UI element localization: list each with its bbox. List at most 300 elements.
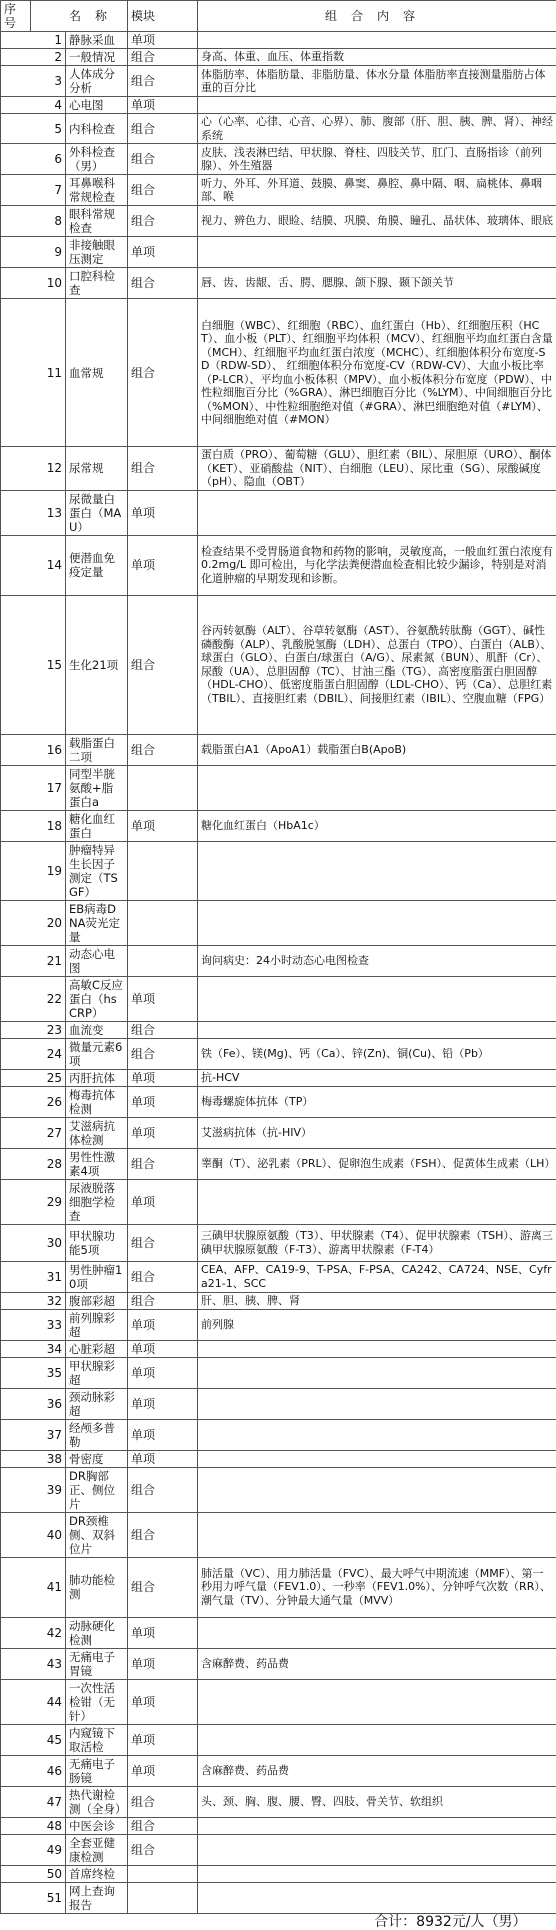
total-price: 合计：8932元/人（男） [1,1913,556,1930]
row-module-type: 单项 [128,1340,198,1357]
row-module-type: 组合 [128,268,198,299]
row-index-spacer [1,1617,31,1648]
row-index-spacer [1,1224,31,1261]
row-content: 肝、胆、胰、脾、肾 [198,1292,556,1309]
row-module-type: 组合 [128,66,198,97]
row-item-name: 生化21项 [66,595,128,734]
row-module-type: 组合 [128,734,198,765]
table-row [1,299,556,447]
row-index-spacer [1,1865,31,1882]
row-content [198,1388,556,1419]
row-number: 43 [31,1648,66,1679]
row-index-spacer [1,49,31,66]
row-index-spacer [1,1292,31,1309]
row-number: 5 [31,114,66,144]
table-row [1,1834,556,1865]
row-module-type: 单项 [128,1755,198,1786]
row-number: 21 [31,945,66,976]
table-row [1,1038,556,1069]
row-item-name: 腹部彩超 [66,1292,128,1309]
row-module-type: 组合 [128,114,198,144]
row-item-name: 颈动脉彩超 [66,1388,128,1419]
row-item-name: 经颅多普勒 [66,1419,128,1450]
row-number: 24 [31,1038,66,1069]
row-number: 51 [31,1882,66,1913]
row-index-spacer [1,1512,31,1557]
row-content: 含麻醉费、药品费 [198,1755,556,1786]
row-item-name: 骨密度 [66,1450,128,1467]
row-index-spacer [1,1557,31,1617]
table-row [1,175,556,206]
row-content: 头、颈、胸、腹、腰、臀、四肢、骨关节、软组织 [198,1786,556,1817]
row-number: 10 [31,268,66,299]
row-item-name: 首席终检 [66,1865,128,1882]
row-content: 皮肤、浅表淋巴结、甲状腺、脊柱、四肢关节、肛门、直肠指诊（前列腺）、外生殖器 [198,144,556,175]
row-content [198,976,556,1021]
row-content: 检查结果不受胃肠道食物和药物的影响，灵敏度高，一般血红蛋白浓度有0.2mg/L 即可检出，与化学法粪便潜血检查相比较少漏诊，特别是对消化道肿瘤的早期发现和诊断。 [198,535,556,595]
row-item-name: 外科检查（男） [66,144,128,175]
row-module-type: 组合 [128,299,198,447]
table-row [1,447,556,491]
row-number: 4 [31,97,66,114]
table-row [1,1865,556,1882]
row-number: 22 [31,976,66,1021]
row-item-name: 前列腺彩超 [66,1309,128,1340]
row-index-spacer [1,1179,31,1224]
table-body [1,32,556,1914]
row-number: 50 [31,1865,66,1882]
row-item-name: 尿常规 [66,447,128,491]
table-row [1,1882,556,1913]
row-item-name: 心脏彩超 [66,1340,128,1357]
row-item-name: 无痛电子胃镜 [66,1648,128,1679]
row-item-name: 微量元素6项 [66,1038,128,1069]
row-index-spacer [1,1021,31,1038]
row-item-name: 血流变 [66,1021,128,1038]
row-module-type: 组合 [128,1786,198,1817]
table-row [1,1086,556,1117]
row-module-type: 单项 [128,1679,198,1724]
row-index-spacer [1,976,31,1021]
row-module-type: 单项 [128,97,198,114]
row-module-type: 单项 [128,810,198,841]
table-row [1,1021,556,1038]
table-row [1,1224,556,1261]
row-module-type [128,900,198,945]
row-content: CEA、AFP、CA19-9、T-PSA、F-PSA、CA242、CA724、NSE、Cyfra21-1、SCC [198,1261,556,1292]
row-item-name: 男性性激素4项 [66,1148,128,1179]
row-item-name: 梅毒抗体检测 [66,1086,128,1117]
row-module-type: 组合 [128,1292,198,1309]
table-row [1,32,556,49]
row-module-type: 单项 [128,1179,198,1224]
row-content [198,1179,556,1224]
row-item-name: 静脉采血 [66,32,128,49]
row-number: 15 [31,595,66,734]
row-index-spacer [1,144,31,175]
row-content: 身高、体重、血压、体重指数 [198,49,556,66]
table-row [1,1467,556,1512]
row-item-name: 高敏C反应蛋白（hsCRP） [66,976,128,1021]
row-content [198,1865,556,1882]
row-number: 40 [31,1512,66,1557]
row-content [198,1617,556,1648]
row-module-type: 组合 [128,144,198,175]
table-row [1,1117,556,1148]
row-item-name: 糖化血红蛋白 [66,810,128,841]
table-row [1,1786,556,1817]
row-module-type: 组合 [128,1261,198,1292]
row-item-name: DR胸部正、侧位片 [66,1467,128,1512]
row-module-type: 单项 [128,1388,198,1419]
table-row [1,237,556,268]
row-module-type: 组合 [128,1557,198,1617]
row-item-name: 艾滋病抗体检测 [66,1117,128,1148]
row-module-type: 单项 [128,32,198,49]
row-number: 18 [31,810,66,841]
row-item-name: 心电图 [66,97,128,114]
row-content [198,765,556,810]
row-item-name: 动脉硬化检测 [66,1617,128,1648]
row-content: 询问病史：24小时动态心电图检查 [198,945,556,976]
row-index-spacer [1,1069,31,1086]
row-number: 26 [31,1086,66,1117]
row-number: 36 [31,1388,66,1419]
table-row [1,1069,556,1086]
row-content [198,1834,556,1865]
table-row [1,1388,556,1419]
row-index-spacer [1,945,31,976]
row-content [198,1021,556,1038]
row-item-name: 内窥镜下取活检 [66,1724,128,1755]
table-row [1,1419,556,1450]
row-index-spacer [1,114,31,144]
row-index-spacer [1,1724,31,1755]
row-module-type: 组合 [128,1038,198,1069]
row-index-spacer [1,299,31,447]
row-index-spacer [1,206,31,237]
row-item-name: 眼科常规检查 [66,206,128,237]
row-content: 谷丙转氨酶（ALT）、谷草转氨酶（AST）、谷氨酰转肽酶（GGT）、碱性磷酸酶（ALP）、乳酸脱氢酶（LDH）、总蛋白（TPO）、白蛋白（ALB）、球蛋白（GLO）、白蛋白/球蛋白（A/G）、尿素氮（BUN）、肌酐（Cr）、尿酸（UA）、总胆固醇（TC）、甘油三酯（TG）、高密度脂蛋白胆固醇（HDL-CHO）、低密度脂蛋白胆固醇（LDL-CHO）、钙（Ca）、总胆红素（TBIL）、直接胆红素（DBIL）、间接胆红素（IBIL）、空腹血糖（FPG） [198,595,556,734]
row-item-name: 非接触眼压测定 [66,237,128,268]
row-index-spacer [1,1648,31,1679]
row-module-type: 单项 [128,1117,198,1148]
row-module-type: 单项 [128,1069,198,1086]
row-module-type: 单项 [128,1724,198,1755]
row-index-spacer [1,900,31,945]
row-index-spacer [1,1357,31,1388]
row-number: 30 [31,1224,66,1261]
row-index-spacer [1,1086,31,1117]
row-content: 肺活量（VC）、用力肺活量（FVC）、最大呼气中期流速（MMF）、第一秒用力呼气量（FEV1.0）、一秒率（FEV1.0%）、分钟呼气次数（RR）、潮气量（TV）、分钟最大通气量（MVV） [198,1557,556,1617]
row-content: 睾酮（T）、泌乳素（PRL）、促卵泡生成素（FSH）、促黄体生成素（LH） [198,1148,556,1179]
row-content [198,1724,556,1755]
row-content [198,1357,556,1388]
table-row [1,595,556,734]
table-row [1,1648,556,1679]
row-content [198,1512,556,1557]
row-number: 12 [31,447,66,491]
row-module-type: 组合 [128,1817,198,1834]
table-row [1,976,556,1021]
row-index-spacer [1,1148,31,1179]
row-module-type: 单项 [128,1450,198,1467]
row-content [198,841,556,900]
row-item-name: 全套亚健康检测 [66,1834,128,1865]
row-number: 20 [31,900,66,945]
row-number: 49 [31,1834,66,1865]
row-index-spacer [1,1834,31,1865]
row-number: 41 [31,1557,66,1617]
row-number: 44 [31,1679,66,1724]
row-module-type: 组合 [128,595,198,734]
row-index-spacer [1,1467,31,1512]
table-row [1,1309,556,1340]
row-number: 9 [31,237,66,268]
row-item-name: 载脂蛋白二项 [66,734,128,765]
row-module-type: 组合 [128,1512,198,1557]
row-module-type: 组合 [128,1224,198,1261]
row-item-name: 耳鼻喉科常规检查 [66,175,128,206]
row-item-name: 肺功能检测 [66,1557,128,1617]
row-item-name: 便潜血免疫定量 [66,535,128,595]
row-number: 28 [31,1148,66,1179]
row-index-spacer [1,268,31,299]
table-row [1,1617,556,1648]
row-content [198,490,556,535]
row-item-name: 同型半胱氨酸+脂蛋白a [66,765,128,810]
row-module-type [128,1865,198,1882]
row-number: 25 [31,1069,66,1086]
table-row [1,66,556,97]
row-content: 听力、外耳、外耳道、鼓膜、鼻窦、鼻腔、鼻中隔、咽、扁桃体、鼻咽部、喉 [198,175,556,206]
table-row [1,900,556,945]
row-content: 心（心率、心律、心音、心界）、肺、腹部（肝、胆、胰、脾、肾）、神经系统 [198,114,556,144]
row-number: 29 [31,1179,66,1224]
row-index-spacer [1,175,31,206]
row-item-name: 男性肿瘤10项 [66,1261,128,1292]
row-index-spacer [1,1117,31,1148]
table-row [1,1450,556,1467]
row-content: 唇、齿、齿龈、舌、腭、腮腺、颌下腺、颞下颌关节 [198,268,556,299]
row-module-type: 单项 [128,237,198,268]
table-row [1,206,556,237]
row-module-type: 组合 [128,1021,198,1038]
row-content [198,1419,556,1450]
table-row [1,1261,556,1292]
row-index-spacer [1,1419,31,1450]
row-index-spacer [1,1038,31,1069]
row-module-type [128,841,198,900]
row-number: 11 [31,299,66,447]
row-module-type [128,945,198,976]
row-index-spacer [1,490,31,535]
row-number: 17 [31,765,66,810]
row-module-type: 组合 [128,447,198,491]
header-content: 组合内容 [198,1,556,32]
row-module-type: 单项 [128,976,198,1021]
row-module-type: 单项 [128,535,198,595]
row-number: 46 [31,1755,66,1786]
row-content: 体脂肪率、体脂肪量、非脂肪量、体水分量 体脂肪率直接测量脂肪占体重的百分比 [198,66,556,97]
row-content [198,237,556,268]
row-number: 48 [31,1817,66,1834]
row-item-name: 肿瘤特异生长因子测定（TSGF） [66,841,128,900]
row-number: 7 [31,175,66,206]
row-content: 糖化血红蛋白（HbA1c） [198,810,556,841]
row-item-name: 动态心电图 [66,945,128,976]
row-item-name: 人体成分分析 [66,66,128,97]
table-row [1,535,556,595]
row-index-spacer [1,765,31,810]
row-module-type: 组合 [128,1834,198,1865]
row-number: 3 [31,66,66,97]
row-number: 37 [31,1419,66,1450]
row-module-type: 单项 [128,1617,198,1648]
table-row [1,1357,556,1388]
table-row [1,1557,556,1617]
table-row [1,1755,556,1786]
row-content: 艾滋病抗体（抗-HIV） [198,1117,556,1148]
row-index-spacer [1,1679,31,1724]
row-number: 31 [31,1261,66,1292]
row-content: 含麻醉费、药品费 [198,1648,556,1679]
table-row [1,1340,556,1357]
row-content: 梅毒螺旋体抗体（TP） [198,1086,556,1117]
row-content: 白细胞（WBC）、红细胞（RBC）、血红蛋白（Hb）、红细胞压积（HCT）、血小板（PLT）、红细胞平均体积（MCV）、红细胞平均血红蛋白含量（MCH）、红细胞平均血红蛋白浓度（MCHC）、红细胞体积分布宽度-SD（RDW-SD）、 红细胞体积分布宽度-CV（RDW-CV）、大血小板比率（P-LCR）、平均血小板体积（MPV）、血小板体积分布宽度（PDW）、中性粒细胞百分比（%GRA）、淋巴细胞百分比（%LYM）、中间细胞百分比（%MON）、中性粒细胞绝对值（#GRA）、淋巴细胞绝对值（#LYM）、中间细胞绝对值（#MON） [198,299,556,447]
row-index-spacer [1,447,31,491]
row-index-spacer [1,32,31,49]
table-row [1,765,556,810]
row-number: 13 [31,490,66,535]
row-index-spacer [1,734,31,765]
row-index-spacer [1,1388,31,1419]
row-number: 33 [31,1309,66,1340]
row-number: 8 [31,206,66,237]
row-index-spacer [1,1309,31,1340]
row-module-type: 单项 [128,1357,198,1388]
row-item-name: 内科检查 [66,114,128,144]
table-row [1,810,556,841]
row-index-spacer [1,1755,31,1786]
row-item-name: 一次性活检钳（无针） [66,1679,128,1724]
row-content [198,900,556,945]
row-module-type [128,1882,198,1913]
row-item-name: 网上查询报告 [66,1882,128,1913]
row-item-name: 尿液脱落细胞学检查 [66,1179,128,1224]
row-index-spacer [1,535,31,595]
row-number: 16 [31,734,66,765]
header-type: 模块 [128,1,198,32]
row-content: 前列腺 [198,1309,556,1340]
row-item-name: DR颈椎侧、双斜位片 [66,1512,128,1557]
row-index-spacer [1,1261,31,1292]
row-number: 27 [31,1117,66,1148]
row-content [198,1817,556,1834]
row-number: 1 [31,32,66,49]
table-row [1,1179,556,1224]
row-number: 47 [31,1786,66,1817]
row-index-spacer [1,595,31,734]
table-row [1,97,556,114]
row-item-name: 甲状腺功能5项 [66,1224,128,1261]
table-row [1,734,556,765]
table-row [1,144,556,175]
row-content [198,32,556,49]
header-no: 序号 [1,1,31,32]
row-content [198,1467,556,1512]
row-module-type: 组合 [128,175,198,206]
row-number: 45 [31,1724,66,1755]
row-content [198,1882,556,1913]
row-index-spacer [1,1786,31,1817]
row-item-name: 甲状腺彩超 [66,1357,128,1388]
row-item-name: 无痛电子肠镜 [66,1755,128,1786]
row-module-type: 单项 [128,1086,198,1117]
row-content: 载脂蛋白A1（ApoA1）载脂蛋白B(ApoB) [198,734,556,765]
row-index-spacer [1,810,31,841]
row-number: 19 [31,841,66,900]
row-item-name: 丙肝抗体 [66,1069,128,1086]
row-index-spacer [1,97,31,114]
row-module-type: 组合 [128,1467,198,1512]
row-number: 2 [31,49,66,66]
table-row [1,1724,556,1755]
row-index-spacer [1,1450,31,1467]
row-item-name: EB病毒DNA荧光定量 [66,900,128,945]
row-module-type: 单项 [128,1648,198,1679]
table-row [1,945,556,976]
row-number: 32 [31,1292,66,1309]
row-content [198,97,556,114]
table-row [1,1292,556,1309]
row-content [198,1679,556,1724]
row-number: 34 [31,1340,66,1357]
row-module-type: 组合 [128,1148,198,1179]
row-content: 三碘甲状腺原氨酸（T3）、甲状腺素（T4）、促甲状腺素（TSH）、游离三碘甲状腺原氨酸（F-T3）、游离甲状腺素（F-T4） [198,1224,556,1261]
row-content: 抗-HCV [198,1069,556,1086]
row-number: 23 [31,1021,66,1038]
table-header-row [1,1,556,32]
table-row [1,1512,556,1557]
row-number: 35 [31,1357,66,1388]
row-item-name: 口腔科检查 [66,268,128,299]
row-index-spacer [1,66,31,97]
row-module-type: 单项 [128,1419,198,1450]
total-row [1,1913,556,1930]
row-module-type: 组合 [128,49,198,66]
row-index-spacer [1,1882,31,1913]
row-index-spacer [1,1340,31,1357]
table-row [1,114,556,144]
table-row [1,841,556,900]
row-module-type: 单项 [128,1309,198,1340]
row-number: 38 [31,1450,66,1467]
row-index-spacer [1,1817,31,1834]
header-name: 名称 [31,1,128,32]
row-content [198,1450,556,1467]
row-content [198,1340,556,1357]
table-row [1,49,556,66]
row-number: 6 [31,144,66,175]
row-module-type [128,765,198,810]
row-number: 39 [31,1467,66,1512]
row-content: 蛋白质（PRO）、葡萄糖（GLU）、胆红素（BIL）、尿胆原（URO）、酮体（KET）、亚硝酸盐（NIT）、白细胞（LEU）、尿比重（SG）、尿酸碱度（pH）、隐血（OBT） [198,447,556,491]
row-item-name: 热代谢检测（全身） [66,1786,128,1817]
table-row [1,268,556,299]
row-number: 42 [31,1617,66,1648]
row-index-spacer [1,237,31,268]
